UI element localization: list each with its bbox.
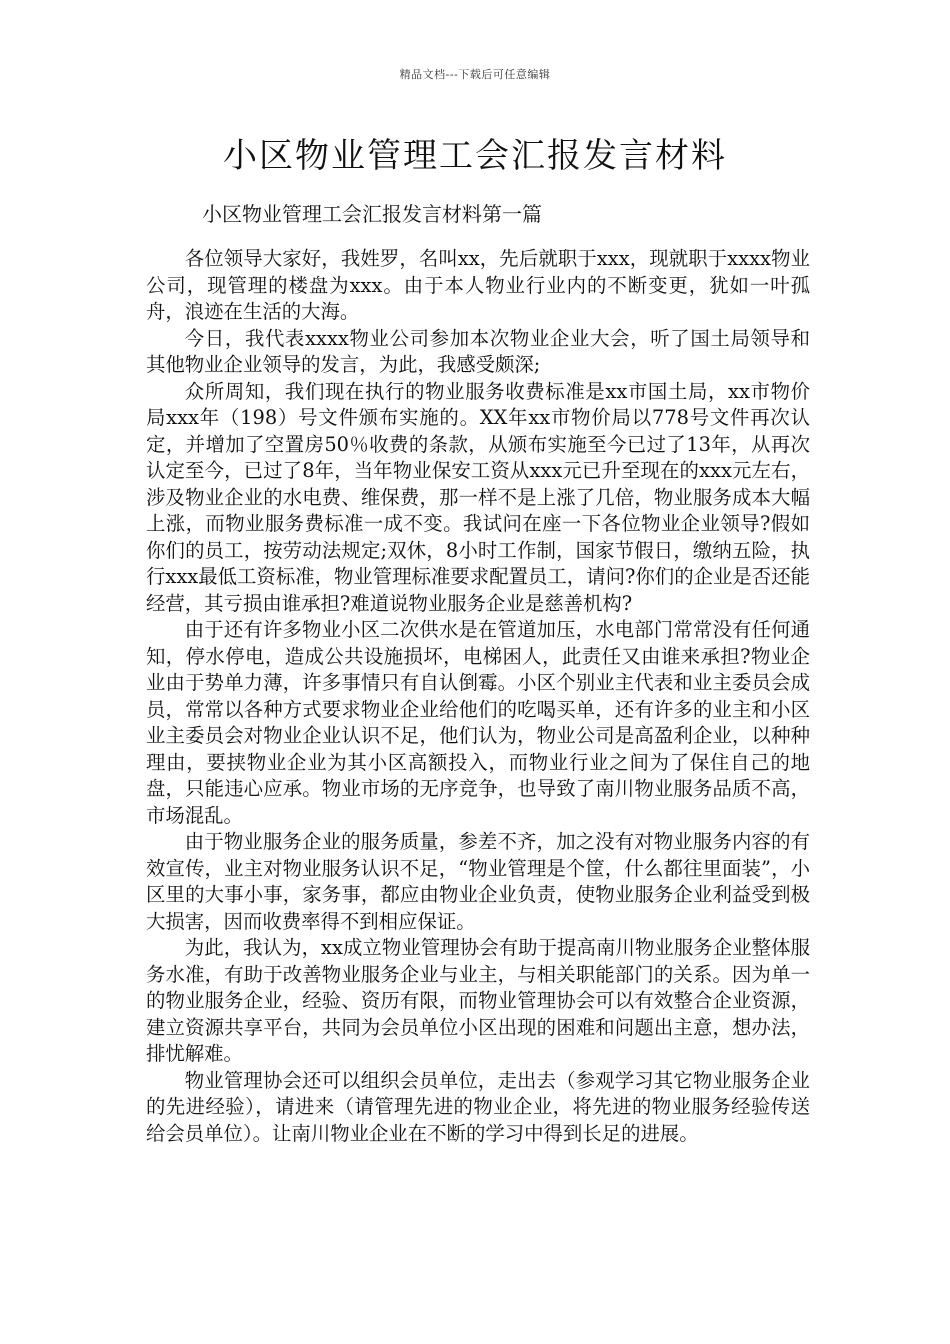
body-paragraph: 由于还有许多物业小区二次供水是在管道加压，水电部门常常没有任何通知，停水停电，造成公共设施损坏，电梯困人，此责任又由谁来承担?物业企业由于势单力薄，许多事情只有自认倒霉。小区个别业主代表和业主委员会成员，常常以各种方式要求物业企业给他们的吃喝买单，还有许多的业主和小区业主委员会对物业企业认识不足，他们认为，物业公司是高盈利企业，以种种理由，要挟物业企业为其小区高额投入，而物业行业之间为了保住自己的地盘，只能违心应承。物业市场的无序竞争，也导致了南川物业服务品质不高，市场混乱。: [146, 618, 810, 827]
header-note: 精品文档---下载后可任意编辑: [399, 68, 551, 81]
document-title: 小区物业管理工会汇报发言材料: [223, 136, 727, 176]
body-paragraph: 众所周知，我们现在执行的物业服务收费标准是xx市国土局，xx市物价局xxx年（198）号文件颁布实施的。XX年xx市物价局以778号文件再次认定，并增加了空置房50％收费的条款，从颁布实施至今已过了13年，从再次认定至今，已过了8年，当年物业保安工资从xxx元已升至现在的xxx元左右，涉及物业企业的水电费、维保费，那一样不是上涨了几倍，物业服务成本大幅上涨，而物业服务费标准一成不变。我试问在座一下各位物业企业领导?假如你们的员工，按劳动法规定;双休，8小时工作制，国家节假日，缴纳五险，执行xxx最低工资标准，物业管理标准要求配置员工，请问?你们的企业是否还能经营，其亏损由谁承担?难道说物业服务企业是慈善机构?: [146, 379, 810, 615]
body-paragraph: 各位领导大家好，我姓罗，名叫xx，先后就职于xxx，现就职于xxxx物业公司，现管理的楼盘为xxx。由于本人物业行业内的不断变更，犹如一叶孤舟，浪迹在生活的大海。: [146, 247, 810, 323]
body-paragraph: 为此，我认为，xx成立物业管理协会有助于提高南川物业服务企业整体服务水准，有助于改善物业服务企业与业主，与相关职能部门的关系。因为单一的物业服务企业，经验、资历有限，而物业管理协会可以有效整合企业资源，建立资源共享平台，共同为会员单位小区出现的困难和问题出主意，想办法，排忧解难。: [146, 936, 810, 1065]
body-paragraph: 由于物业服务企业的服务质量，参差不齐，加之没有对物业服务内容的有效宣传，业主对物业服务认识不足，“物业管理是个筐，什么都往里面装”，小区里的大事小事，家务事，都应由物业企业负责，使物业服务企业利益受到极大损害，因而收费率得不到相应保证。: [146, 830, 810, 933]
body-paragraph: 物业管理协会还可以组织会员单位，走出去（参观学习其它物业服务企业的先进经验），请进来（请管理先进的物业企业，将先进的物业服务经验传送给会员单位）。让南川物业企业在不断的学习中得到长足的进展。: [146, 1068, 810, 1145]
body-paragraph: 今日，我代表xxxx物业公司参加本次物业企业大会，听了国土局领导和其他物业企业领导的发言，为此，我感受颇深;: [146, 326, 810, 376]
document-body: [146, 246, 810, 1147]
document-subtitle: 小区物业管理工会汇报发言材料第一篇: [202, 202, 542, 226]
